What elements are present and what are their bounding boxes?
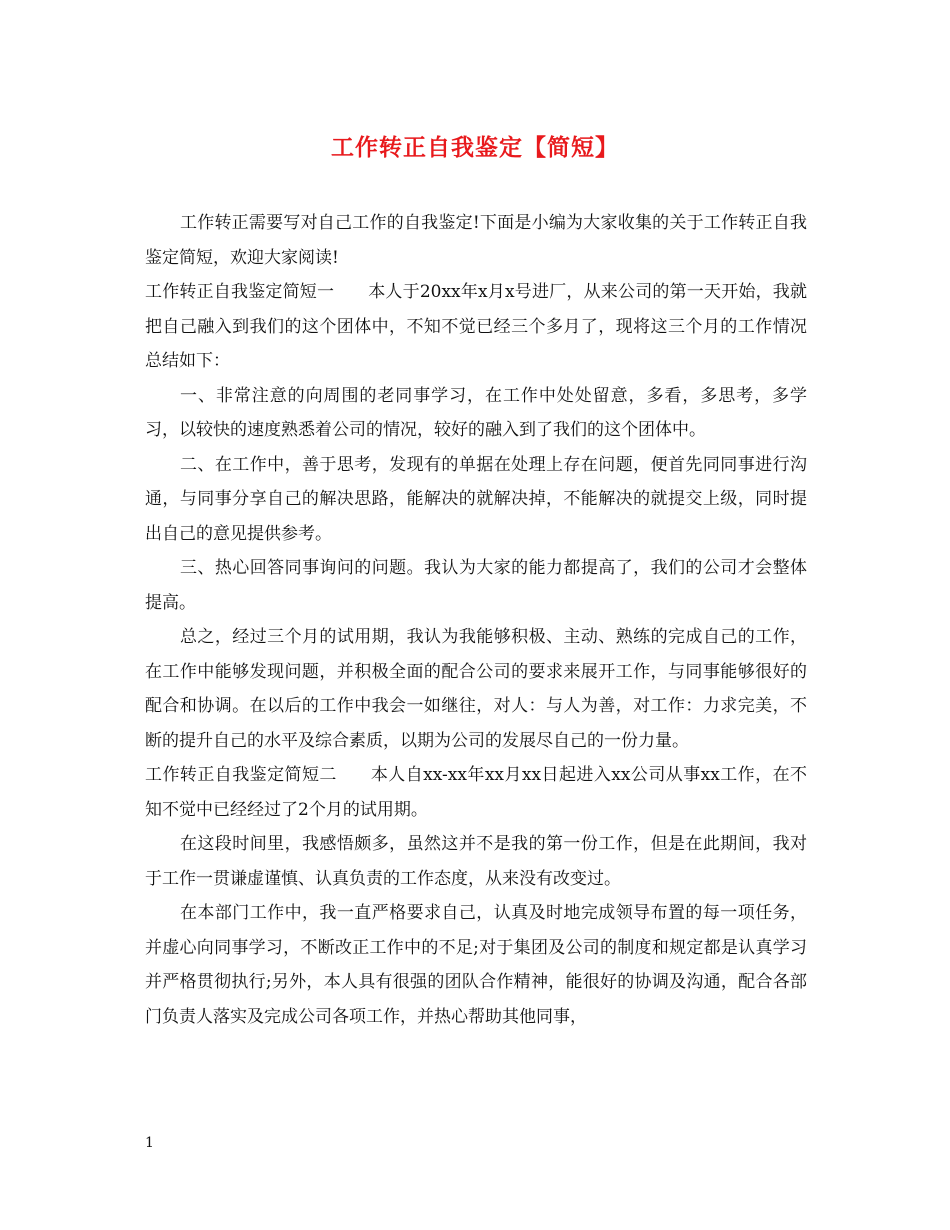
paragraph-3: 三、热心回答同事询问的问题。我认为大家的能力都提高了，我们的公司才会整体提高。 — [145, 558, 807, 613]
section-1-paragraph — [145, 275, 807, 379]
paragraph-6: 在本部门工作中，我一直严格要求自己，认真及时地完成领导布置的每一项任务，并虚心向同事学习，不断改正工作中的不足;对于集团及公司的制度和规定都是认真学习并严格贯彻执行;另外，本人具有很强的团队合作精神，能很好的协调及沟通，配合各部门负责人落实及完成公司各项工作，并热心帮助其他同事， — [145, 903, 807, 1027]
section-1-heading: 工作转正自我鉴定简短一 — [145, 282, 335, 302]
intro-paragraph: 工作转正需要写对自己工作的自我鉴定!下面是小编为大家收集的关于工作转正自我鉴定简短，欢迎大家阅读! — [145, 213, 807, 268]
section-2-heading: 工作转正自我鉴定简短二 — [145, 765, 337, 785]
paragraph-4: 总之，经过三个月的试用期，我认为我能够积极、主动、熟练的完成自己的工作，在工作中能够发现问题，并积极全面的配合公司的要求来展开工作，与同事能够很好的配合和协调。在以后的工作中我会一如继往，对人：与人为善，对工作：力求完美，不断的提升自己的水平及综合素质，以期为公司的发展尽自己的一份力量。 — [145, 627, 807, 751]
section-1-text: 本人于20xx年x月x号进厂，从来公司的第一天开始，我就把自己融入到我们的这个团体中，不知不觉已经三个多月了，现将这三个月的工作情况总结如下： — [145, 282, 808, 371]
paragraph-5: 在这段时间里，我感悟颇多，虽然这并不是我的第一份工作，但是在此期间，我对于工作一贯谦虚谨慎、认真负责的工作态度，从来没有改变过。 — [145, 834, 807, 889]
document-body — [145, 206, 807, 1034]
section-2-paragraph — [145, 758, 807, 827]
page-title: 工作转正自我鉴定【简短】 — [331, 134, 619, 161]
paragraph-2: 二、在工作中，善于思考，发现有的单据在处理上存在问题，便首先同同事进行沟通，与同事分享自己的解决思路，能解决的就解决掉，不能解决的就提交上级，同时提出自己的意见提供参考。 — [145, 454, 807, 544]
paragraph-1: 一、非常注意的向周围的老同事学习，在工作中处处留意，多看，多思考，多学习，以较快的速度熟悉着公司的情况，较好的融入到了我们的这个团体中。 — [145, 385, 807, 440]
page-number: 1 — [145, 1135, 154, 1151]
section-2-text: 本人自xx-xx年xx月xx日起进入xx公司从事xx工作，在不知不觉中已经经过了2个月的试用期。 — [145, 765, 808, 820]
